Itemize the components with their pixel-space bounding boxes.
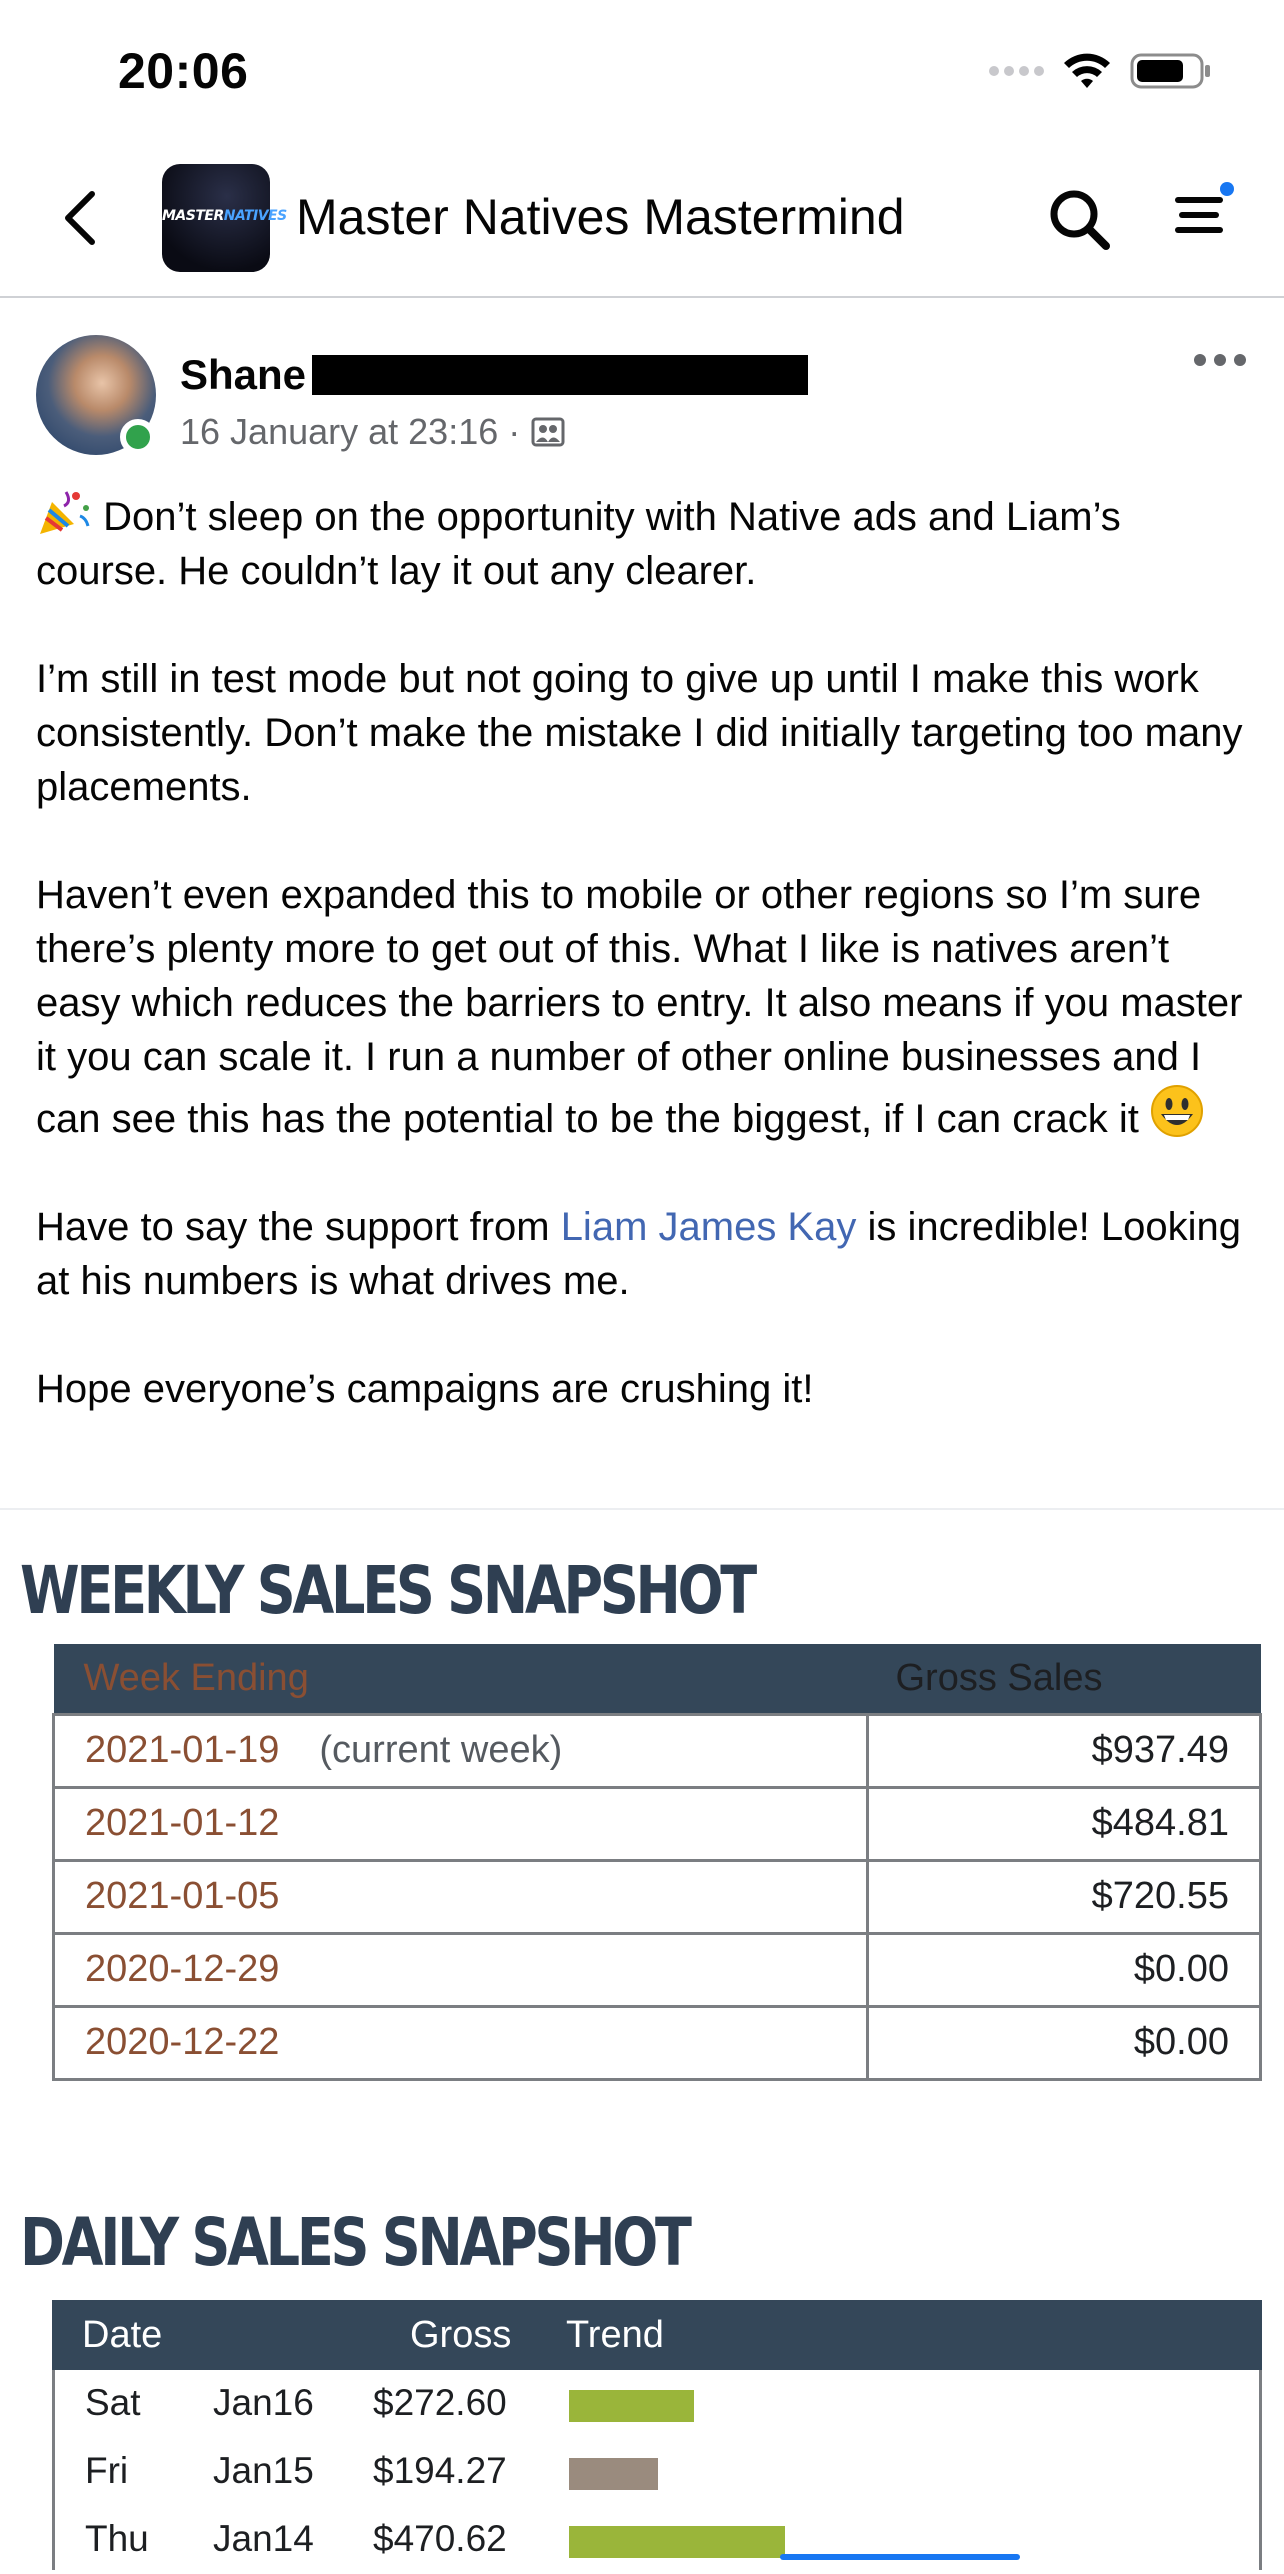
post-paragraph-1: Don’t sleep on the opportunity with Native ads and Liam’s course. He couldn’t lay it out any clearer. [36, 488, 1256, 598]
online-status-dot [120, 419, 156, 455]
weekly-snapshot-title: WEEKLY SALES SNAPSHOT [20, 1552, 754, 1629]
group-logo[interactable] [162, 164, 287, 272]
search-icon[interactable] [1044, 184, 1114, 254]
gross-sales: $0.00 [868, 1933, 1261, 2006]
post-more-options[interactable] [1192, 345, 1248, 375]
group-title[interactable]: Master Natives Mastermind [296, 189, 905, 245]
trend-bar [569, 2526, 785, 2558]
table-row [54, 1714, 1261, 1787]
daily-day: Sat [85, 2382, 141, 2423]
redacted-surname [312, 355, 808, 395]
party-popper-icon [36, 488, 92, 536]
daily-gross: $470.62 [373, 2518, 507, 2559]
week-ending: 2021-01-12 [85, 1802, 280, 1844]
status-icons [989, 52, 1212, 90]
daily-date: Jan16 [213, 2382, 314, 2423]
post-author [36, 335, 1248, 465]
daily-header-trend: Trend [566, 2314, 664, 2356]
gross-sales: $720.55 [868, 1860, 1261, 1933]
menu-button[interactable] [1172, 180, 1232, 250]
week-ending: 2021-01-19 [85, 1729, 280, 1771]
week-ending: 2021-01-05 [85, 1875, 280, 1917]
daily-date: Jan15 [213, 2450, 314, 2491]
post-paragraph-3: Haven’t even expanded this to mobile or other regions so I’m sure there’s plenty more to get out of this. What I like is natives aren’t easy which reduces the barriers to entry. It also means if you master it you can scale it. I run a number of other online businesses and I can see this has the potential to be the biggest, if I can crack it [36, 873, 1243, 1141]
trend-bar [569, 2458, 658, 2490]
daily-table-rows [52, 2370, 1262, 2570]
daily-gross: $272.60 [373, 2382, 507, 2423]
grinning-face-icon [1150, 1084, 1204, 1138]
daily-row [55, 2370, 1259, 2438]
group-audience-icon [530, 414, 566, 450]
status-bar [0, 0, 1284, 140]
post-paragraph-5: Hope everyone’s campaigns are crushing it! [36, 1367, 814, 1411]
daily-row [55, 2506, 1259, 2574]
notification-dot [1220, 182, 1234, 196]
post-image[interactable] [0, 1510, 1284, 2560]
week-note: (current week) [319, 1729, 563, 1771]
back-icon[interactable] [56, 188, 106, 248]
table-row [54, 1860, 1261, 1933]
daily-snapshot-title: DAILY SALES SNAPSHOT [20, 2204, 689, 2281]
gross-sales: $484.81 [868, 1787, 1261, 1860]
gross-sales: $937.49 [868, 1714, 1261, 1787]
daily-sales-table [52, 2300, 1262, 2570]
post-meta [180, 411, 566, 453]
group-header [0, 140, 1284, 298]
post-timestamp[interactable]: 16 January at 23:16 · [180, 411, 521, 452]
battery-icon [1130, 52, 1212, 90]
daily-day: Thu [85, 2518, 149, 2559]
post-paragraph-4: Have to say the support from Liam James Kay is incredible! Looking at his numbers is what drives me. [36, 1205, 1242, 1303]
week-ending: 2020-12-22 [85, 2021, 280, 2063]
status-time: 20:06 [118, 43, 249, 99]
post-paragraph-2: I’m still in test mode but not going to give up until I make this work consistently. Don’t make the mistake I did initially targeting too many placements. [36, 657, 1243, 809]
daily-table-header [52, 2300, 1262, 2370]
weekly-sales-table [52, 1644, 1262, 2081]
daily-row [55, 2438, 1259, 2506]
daily-header-date: Date [82, 2314, 163, 2356]
trend-bar [569, 2390, 694, 2422]
table-row [54, 2006, 1261, 2079]
post-body [36, 488, 1256, 1416]
author-name[interactable]: Shane [180, 351, 307, 398]
mention-link[interactable]: Liam James Kay [560, 1205, 857, 1249]
gross-sales: $0.00 [868, 2006, 1261, 2079]
daily-date: Jan14 [213, 2518, 314, 2559]
week-ending: 2020-12-29 [85, 1948, 280, 1990]
weekly-header-week: Week Ending [54, 1644, 868, 1714]
daily-header-gross: Gross [410, 2314, 512, 2356]
cellular-signal-icon [989, 66, 1044, 76]
daily-day: Fri [85, 2450, 129, 2491]
wifi-icon [1062, 52, 1112, 90]
weekly-header-sales: Gross Sales [868, 1644, 1261, 1714]
table-row [54, 1933, 1261, 2006]
horizontal-scroll-indicator [780, 2554, 1020, 2560]
group-logo-text: MASTERNATIVES [162, 208, 287, 224]
table-row [54, 1787, 1261, 1860]
daily-gross: $194.27 [373, 2450, 507, 2491]
